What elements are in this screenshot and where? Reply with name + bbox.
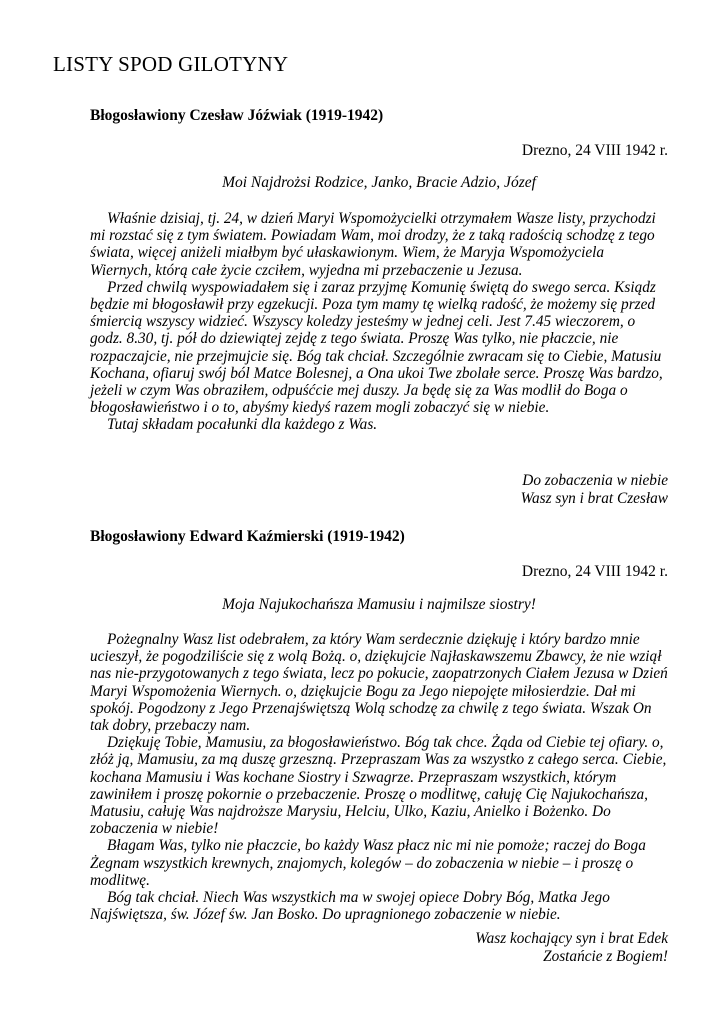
letter-kazmierski [90, 528, 668, 546]
letter-paragraph: Pożegnalny Wasz list odebrałem, za który Wam serdecznie dziękuję i który bardzo mnie ucieszył, że pogodziliście się z wolą Bożą. o, dziękujcie Najłaskawszemu Zbawcy, że nie wziął nas nie-przygotowanych z tego świata, lecz po pokucie, zaopatrzonych Ciałem Jezusa w Dzień Maryi Wspomożenia Wiernych. o, dziękujcie Bogu za Jego niepojęte miłosierdzie. Dał mi spokój. Pogodzony z Jego Przenajświętszą Wolą schodzę za chwilę z tego świata. Wszak On tak dobry, przebaczy nam. [90, 631, 668, 735]
letter-body [90, 210, 668, 434]
letter-salutation: Moi Najdrożsi Rodzice, Janko, Bracie Adzio, Józef [222, 174, 536, 191]
letter-salutation-block [90, 174, 668, 192]
letter-salutation: Moja Najukochańsza Mamusiu i najmilsze siostry! [222, 596, 536, 613]
letter-body [90, 631, 668, 923]
letter-closing [90, 930, 668, 965]
letter-date-block [90, 563, 668, 581]
letter-date: Drezno, 24 VIII 1942 r. [521, 563, 668, 580]
signature-line: Wasz syn i brat Czesław [520, 489, 668, 507]
closing-line: Do zobaczenia w niebie [522, 472, 668, 489]
letter-date: Drezno, 24 VIII 1942 r. [521, 142, 668, 159]
letter-paragraph: Właśnie dzisiaj, tj. 24, w dzień Maryi Wspomożycielki otrzymałem Wasze listy, przychodzi mi rozstać się z tym światem. Powiadam Wam, moi drodzy, że z taką radością schodzę z tego świata, więcej aniżeli miałbym być ułaskawionym. Wiem, że Maryja Wspomożyciela Wiernych, którą całe życie czciłem, wyjedna mi przebaczenie u Jezusa. [90, 210, 656, 279]
letter-closing [90, 472, 668, 507]
letter-paragraph: Bóg tak chciał. Niech Was wszystkich ma w swojej opiece Dobry Bóg, Matka Jego Najświętsza, św. Józef św. Jan Bosko. Do upragnionego zobaczenie w niebie. [90, 889, 610, 924]
letter-heading: Błogosławiony Czesław Jóźwiak (1919-1942) [90, 107, 384, 124]
letter-jozwiak [90, 107, 668, 125]
signature-line: Zostańcie z Bogiem! [543, 947, 668, 965]
letter-paragraph: Błagam Was, tylko nie płaczcie, bo każdy Wasz płacz nic mi nie pomoże; raczej do Boga Żegnam wszystkich krewnych, znajomych, kolegów – do zobaczenia w niebie – i proszę o modlitwę. [90, 837, 646, 889]
closing-line: Wasz kochający syn i brat Edek [475, 930, 668, 947]
letter-paragraph: Tutaj składam pocałunki dla każdego z Was. [107, 416, 378, 434]
letter-paragraph: Dziękuję Tobie, Mamusiu, za błogosławieństwo. Bóg tak chce. Żąda od Ciebie tej ofiary. o, złóż ją, Mamusiu, za mą duszę grzeszną. Przepraszam Was za wszystko z całego serca. Ciebie, kochana Mamusiu i Was kochane Siostry i Szwagrze. Przepraszam wszystkich, którym zawiniłem i proszę pokornie o przebaczenie. Proszę o modlitwę, całuję Cię Najukochańsza, Matusiu, całuję Was najdroższe Marysiu, Helciu, Ulko, Kaziu, Anielko i Bożenko. Do zobaczenia w niebie! [90, 734, 667, 838]
page-title: LISTY SPOD GILOTYNY [53, 52, 289, 76]
letter-salutation-block [90, 596, 668, 614]
letter-paragraph: Przed chwilą wyspowiadałem się i zaraz przyjmę Komunię świętą do swego serca. Ksiądz będzie mi błogosławił przy egzekucji. Poza tym mamy tę wielką radość, że możemy się przed śmiercią wszyscy widzieć. Wszyscy koledzy jesteśmy w jednej celi. Jest 7.45 wieczorem, o godz. 8.30, tj. pół do dziewiątej zejdę z tego świata. Proszę Was tylko, nie płaczcie, nie rozpaczajcie, nie przejmujcie się. Bóg tak chciał. Szczególnie zwracam się to Ciebie, Matusiu Kochana, ofiaruj swój ból Matce Bolesnej, a Ona ukoi Twe zbolałe serce. Proszę Was bardzo, jeżeli w czym Was obraziłem, odpuśćcie mej duszy. Ja będę się za Was modlił do Boga o błogosławieństwo i o to, abyśmy kiedyś razem mogli zobaczyć się w niebie. [90, 278, 663, 417]
letter-heading: Błogosławiony Edward Kaźmierski (1919-1942) [90, 528, 405, 545]
letter-date-block [90, 142, 668, 160]
